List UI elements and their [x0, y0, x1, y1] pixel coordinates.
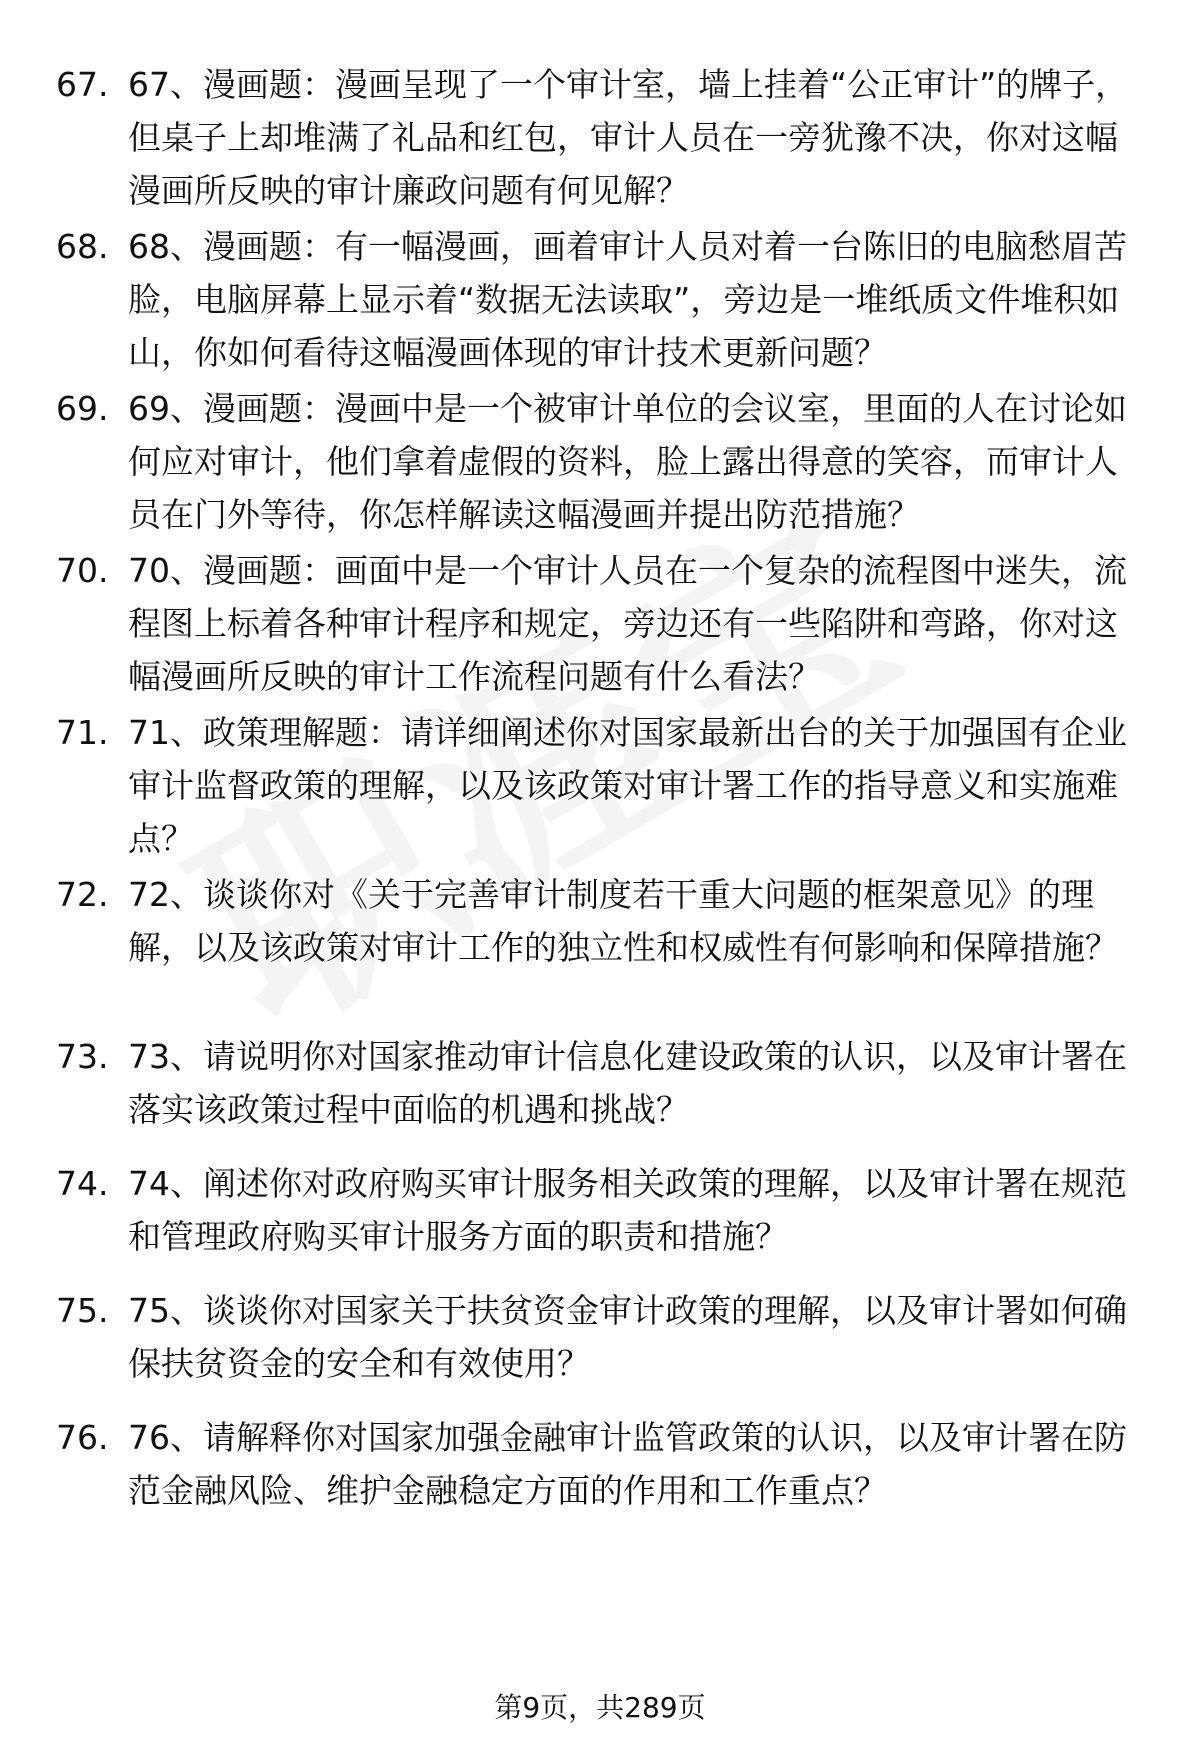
- question-number: 75.: [56, 1291, 109, 1330]
- question-item: [0, 868, 1200, 1030]
- question-number: 69.: [56, 389, 109, 428]
- question-text: 74、阐述你对政府购买审计服务相关政策的理解，以及审计署在规范和管理政府购买审计服务方面的职责和措施？: [128, 1164, 1127, 1256]
- question-text: 76、请解释你对国家加强金融审计监管政策的认识，以及审计署在防范金融风险、维护金融稳定方面的作用和工作重点？: [128, 1418, 1127, 1510]
- question-number: 67.: [56, 65, 109, 104]
- question-text: 71、政策理解题：请详细阐述你对国家最新出台的关于加强国有企业审计监督政策的理解，以及该政策对审计署工作的指导意义和实施难点？: [128, 713, 1127, 858]
- question-text: 73、请说明你对国家推动审计信息化建设政策的认识，以及审计署在落实该政策过程中面临的机遇和挑战？: [128, 1037, 1127, 1129]
- page-number-label: 第9页，共289页: [494, 1691, 706, 1724]
- question-item: [0, 220, 1200, 382]
- question-text: 67、漫画题：漫画呈现了一个审计室，墙上挂着“公正审计”的牌子，但桌子上却堆满了礼品和红包，审计人员在一旁犹豫不决，你对这幅漫画所反映的审计廉政问题有何见解？: [128, 65, 1129, 210]
- question-text: 72、谈谈你对《关于完善审计制度若干重大问题的框架意见》的理解，以及该政策对审计工作的独立性和权威性有何影响和保障措施？: [128, 875, 1118, 967]
- question-item: [0, 706, 1200, 868]
- page-footer: [0, 1690, 1200, 1726]
- question-number: 68.: [56, 227, 109, 266]
- question-number: 73.: [56, 1037, 109, 1076]
- question-item: [0, 1157, 1200, 1284]
- question-text: 69、漫画题：漫画中是一个被审计单位的会议室，里面的人在讨论如何应对审计，他们拿着虚假的资料，脸上露出得意的笑容，而审计人员在门外等待，你怎样解读这幅漫画并提出防范措施？: [128, 389, 1127, 534]
- question-item: [0, 1411, 1200, 1538]
- question-item: [0, 382, 1200, 544]
- question-item: [0, 544, 1200, 706]
- question-number: 76.: [56, 1418, 109, 1457]
- question-number: 71.: [56, 713, 109, 752]
- question-number: 72.: [56, 875, 109, 914]
- question-number: 70.: [56, 551, 109, 590]
- question-text: 68、漫画题：有一幅漫画，画着审计人员对着一台陈旧的电脑愁眉苦脸，电脑屏幕上显示着“数据无法读取”，旁边是一堆纸质文件堆积如山，你如何看待这幅漫画体现的审计技术更新问题？: [128, 227, 1127, 372]
- question-text: 70、漫画题：画面中是一个审计人员在一个复杂的流程图中迷失，流程图上标着各种审计程序和规定，旁边还有一些陷阱和弯路，你对这幅漫画所反映的审计工作流程问题有什么看法？: [128, 551, 1127, 696]
- question-list: [0, 58, 1200, 1538]
- question-item: [0, 1284, 1200, 1411]
- question-text: 75、谈谈你对国家关于扶贫资金审计政策的理解，以及审计署如何确保扶贫资金的安全和有效使用？: [128, 1291, 1127, 1383]
- question-item: [0, 1030, 1200, 1157]
- question-number: 74.: [56, 1164, 109, 1203]
- question-item: [0, 58, 1200, 220]
